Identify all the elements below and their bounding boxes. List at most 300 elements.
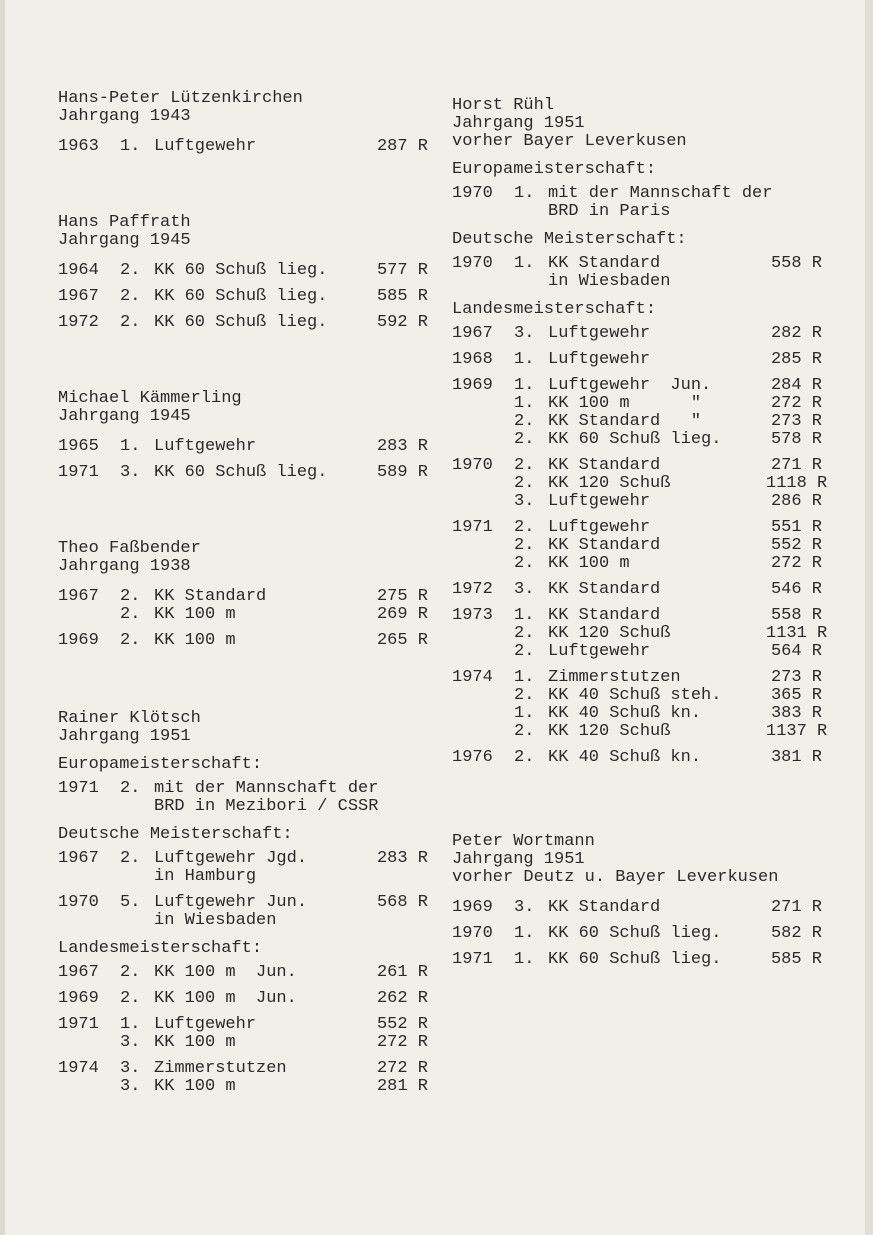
result-place: 2. xyxy=(514,686,535,705)
result-discipline: BRD in Paris xyxy=(548,202,671,221)
result-discipline: KK 60 Schuß lieg. xyxy=(548,950,722,969)
section-title: Deutsche Meisterschaft: xyxy=(452,230,687,249)
result-row xyxy=(514,899,822,917)
result-entry xyxy=(58,588,428,624)
result-discipline: KK 100 m xyxy=(154,631,236,650)
entry-year: 1971 xyxy=(58,779,99,798)
result-place: 2. xyxy=(120,779,141,798)
result-discipline: KK Standard xyxy=(548,254,661,273)
result-place: 1. xyxy=(120,437,141,456)
result-place: 2. xyxy=(514,642,535,661)
result-rings: 546 R xyxy=(770,580,822,599)
result-row xyxy=(514,431,822,449)
result-place: 1. xyxy=(514,376,535,395)
result-row xyxy=(120,632,428,650)
result-place: 1. xyxy=(514,606,535,625)
result-rings: 265 R xyxy=(376,631,428,650)
result-place: 1. xyxy=(514,950,535,969)
person-header xyxy=(58,390,428,426)
entry-year: 1967 xyxy=(452,324,493,343)
result-discipline: Luftgewehr xyxy=(548,350,651,369)
result-place: 2. xyxy=(120,313,141,332)
result-entry xyxy=(58,1016,428,1052)
result-rings: 381 R xyxy=(770,748,822,767)
result-discipline: KK Standard xyxy=(548,456,661,475)
result-discipline: KK 100 m xyxy=(154,1033,236,1052)
left-column xyxy=(58,90,428,1104)
result-rings: 272 R xyxy=(376,1059,428,1078)
result-lines xyxy=(514,606,828,661)
result-discipline: Luftgewehr Jun. xyxy=(154,893,308,912)
results-section xyxy=(452,899,822,969)
result-rings: 552 R xyxy=(770,536,822,555)
result-discipline: KK Standard " xyxy=(548,412,702,431)
result-discipline: in Hamburg xyxy=(154,867,257,886)
result-discipline: Luftgewehr xyxy=(548,518,651,537)
result-rings: 1118 R xyxy=(766,474,828,493)
result-place: 1. xyxy=(514,184,535,203)
result-rings xyxy=(368,868,428,886)
result-row xyxy=(514,669,822,687)
entry-year: 1970 xyxy=(452,254,493,273)
result-row xyxy=(514,925,822,943)
result-lines xyxy=(514,325,822,343)
result-discipline: Luftgewehr xyxy=(548,324,651,343)
result-rings xyxy=(378,780,438,798)
result-lines xyxy=(514,377,822,449)
result-place: 2. xyxy=(514,536,535,555)
result-rings: 585 R xyxy=(770,950,822,969)
result-rings: 568 R xyxy=(376,893,428,912)
result-rings xyxy=(766,273,822,291)
result-place: 1. xyxy=(120,137,141,156)
result-discipline: Luftgewehr xyxy=(154,437,257,456)
result-rings xyxy=(772,203,828,221)
result-row xyxy=(514,555,822,573)
result-place: 5. xyxy=(120,893,141,912)
result-entry xyxy=(452,668,828,741)
result-discipline: KK 60 Schuß lieg. xyxy=(154,313,328,332)
result-place: 2. xyxy=(514,412,535,431)
entry-year: 1972 xyxy=(452,580,493,599)
result-rings: 261 R xyxy=(376,963,428,982)
result-discipline: Zimmerstutzen xyxy=(548,668,681,687)
result-lines xyxy=(514,255,822,291)
result-rings: 284 R xyxy=(770,376,822,395)
entry-year: 1971 xyxy=(452,950,493,969)
result-rings: 558 R xyxy=(770,606,822,625)
result-row xyxy=(514,474,828,493)
result-rings: 582 R xyxy=(770,924,822,943)
result-lines xyxy=(514,925,822,943)
entry-year: 1968 xyxy=(452,350,493,369)
result-lines xyxy=(120,314,428,332)
result-entry xyxy=(452,925,822,943)
result-rings: 287 R xyxy=(376,137,428,156)
result-place: 1. xyxy=(514,254,535,273)
result-rings xyxy=(772,185,828,203)
result-entry xyxy=(452,351,822,369)
result-place: 1. xyxy=(120,1015,141,1034)
section-title: Landesmeisterschaft: xyxy=(58,939,263,958)
result-discipline: KK 100 m xyxy=(548,554,630,573)
result-rings: 272 R xyxy=(770,394,822,413)
result-lines xyxy=(120,1060,428,1096)
result-place xyxy=(514,273,548,291)
results-section xyxy=(452,300,828,767)
result-entry xyxy=(452,325,822,343)
result-lines xyxy=(120,990,428,1008)
result-row xyxy=(514,643,822,661)
result-place: 2. xyxy=(514,474,535,493)
result-discipline: KK 60 Schuß lieg. xyxy=(154,287,328,306)
result-lines xyxy=(514,351,822,369)
result-row xyxy=(514,687,822,705)
person-name: Horst Rühl xyxy=(452,96,555,115)
entry-year: 1965 xyxy=(58,437,99,456)
result-entry xyxy=(452,951,822,969)
entry-year: 1970 xyxy=(58,893,99,912)
person-name: Hans Paffrath xyxy=(58,213,191,232)
result-row xyxy=(120,138,428,156)
result-place: 3. xyxy=(514,324,535,343)
results-section xyxy=(58,262,428,332)
result-discipline: KK 60 Schuß lieg. xyxy=(154,261,328,280)
result-entry xyxy=(58,288,428,306)
result-discipline: KK Standard xyxy=(154,587,267,606)
result-place: 2. xyxy=(120,287,141,306)
result-lines xyxy=(120,894,428,930)
result-entry xyxy=(452,456,828,511)
entry-year: 1973 xyxy=(452,606,493,625)
result-place: 2. xyxy=(120,989,141,1008)
result-rings: 283 R xyxy=(376,849,428,868)
result-lines xyxy=(514,951,822,969)
entry-year: 1969 xyxy=(452,376,493,395)
result-discipline: KK 100 m xyxy=(154,1077,236,1096)
person-block xyxy=(452,96,828,767)
result-row xyxy=(120,894,428,912)
result-entry xyxy=(452,519,822,573)
entry-year: 1967 xyxy=(58,963,99,982)
result-rings: 1131 R xyxy=(766,624,828,643)
result-row xyxy=(120,262,428,280)
person-name: Theo Faßbender xyxy=(58,539,201,558)
result-row xyxy=(514,607,822,625)
result-row xyxy=(120,990,428,1008)
result-entry xyxy=(452,749,822,767)
result-rings: 271 R xyxy=(770,898,822,917)
result-discipline: KK 40 Schuß kn. xyxy=(548,748,702,767)
result-row xyxy=(120,912,428,930)
person-name: Michael Kämmerling xyxy=(58,389,242,408)
person-header xyxy=(58,710,428,746)
result-entry xyxy=(58,990,428,1008)
result-row xyxy=(514,749,822,767)
results-section xyxy=(58,138,428,156)
person-header xyxy=(58,540,428,576)
result-entry xyxy=(58,314,428,332)
result-row xyxy=(120,464,428,482)
result-place xyxy=(120,798,154,816)
result-place: 2. xyxy=(514,456,535,475)
result-place: 3. xyxy=(514,898,535,917)
results-section xyxy=(452,231,822,291)
birth-year: Jahrgang 1938 xyxy=(58,557,191,576)
result-rings: 552 R xyxy=(376,1015,428,1034)
section-title: Deutsche Meisterschaft: xyxy=(58,825,293,844)
result-lines xyxy=(120,850,428,886)
result-entry xyxy=(58,138,428,156)
result-rings: 272 R xyxy=(770,554,822,573)
result-discipline: KK 120 Schuß xyxy=(548,722,671,741)
entry-year: 1967 xyxy=(58,849,99,868)
result-discipline: KK 120 Schuß xyxy=(548,624,671,643)
result-entry xyxy=(452,185,822,221)
result-lines xyxy=(120,138,428,156)
result-lines xyxy=(514,185,828,221)
result-row xyxy=(120,798,438,816)
result-rings xyxy=(368,912,428,930)
result-discipline: Luftgewehr Jgd. xyxy=(154,849,308,868)
result-row xyxy=(514,377,822,395)
result-rings: 589 R xyxy=(376,463,428,482)
result-discipline: BRD in Mezibori / CSSR xyxy=(154,797,379,816)
result-rings: 578 R xyxy=(770,430,822,449)
results-section xyxy=(58,438,428,482)
person-name: Hans-Peter Lützenkirchen xyxy=(58,89,303,108)
result-lines xyxy=(514,456,828,511)
person-block xyxy=(58,390,428,482)
result-row xyxy=(120,1016,428,1034)
results-section xyxy=(58,588,428,650)
result-place: 2. xyxy=(120,605,141,624)
result-row xyxy=(514,457,822,475)
result-lines xyxy=(514,668,828,741)
result-rings: 558 R xyxy=(770,254,822,273)
section-title: Europameisterschaft: xyxy=(58,755,263,774)
result-row xyxy=(120,288,428,306)
result-rings: 564 R xyxy=(770,642,822,661)
entry-year: 1971 xyxy=(452,518,493,537)
results-section xyxy=(58,940,428,1096)
result-discipline: Luftgewehr xyxy=(154,1015,257,1034)
result-discipline: KK 60 Schuß lieg. xyxy=(548,430,722,449)
result-row xyxy=(120,868,428,886)
birth-year: Jahrgang 1943 xyxy=(58,107,191,126)
result-place: 1. xyxy=(514,394,535,413)
person-block xyxy=(58,214,428,332)
result-rings: 592 R xyxy=(376,313,428,332)
result-place: 3. xyxy=(514,492,535,511)
result-entry xyxy=(58,850,428,886)
result-discipline: KK Standard xyxy=(548,606,661,625)
section-title: Landesmeisterschaft: xyxy=(452,300,657,319)
result-lines xyxy=(120,1016,428,1052)
person-block xyxy=(58,90,428,156)
result-place: 2. xyxy=(120,963,141,982)
result-row xyxy=(514,273,822,291)
result-place: 3. xyxy=(120,463,141,482)
result-rings xyxy=(378,798,438,816)
result-entry xyxy=(58,894,428,930)
result-place: 3. xyxy=(514,580,535,599)
person-block xyxy=(58,540,428,650)
result-row xyxy=(120,588,428,606)
result-entry xyxy=(58,780,428,816)
result-rings: 275 R xyxy=(376,587,428,606)
result-lines xyxy=(120,288,428,306)
result-rings: 551 R xyxy=(770,518,822,537)
result-discipline: in Wiesbaden xyxy=(154,911,277,930)
result-entry xyxy=(452,377,822,449)
section-title: Europameisterschaft: xyxy=(452,160,657,179)
result-discipline: Luftgewehr Jun. xyxy=(548,376,712,395)
result-rings: 272 R xyxy=(376,1033,428,1052)
result-rings: 282 R xyxy=(770,324,822,343)
result-entry xyxy=(58,464,428,482)
result-place xyxy=(514,203,548,221)
result-rings: 285 R xyxy=(770,350,822,369)
result-place: 3. xyxy=(120,1059,141,1078)
result-discipline: KK 100 m xyxy=(154,605,236,624)
result-rings: 365 R xyxy=(770,686,822,705)
result-rings: 585 R xyxy=(376,287,428,306)
result-discipline: KK 100 m " xyxy=(548,394,702,413)
result-discipline: Luftgewehr xyxy=(548,642,651,661)
result-discipline: KK 100 m Jun. xyxy=(154,963,297,982)
entry-year: 1967 xyxy=(58,587,99,606)
result-rings: 262 R xyxy=(376,989,428,1008)
result-row xyxy=(120,1078,428,1096)
entry-year: 1969 xyxy=(452,898,493,917)
person-header xyxy=(58,214,428,250)
result-entry xyxy=(58,632,428,650)
result-row xyxy=(120,1034,428,1052)
result-row xyxy=(120,606,428,624)
person-header xyxy=(58,90,428,126)
result-row xyxy=(120,850,428,868)
result-discipline: KK 40 Schuß kn. xyxy=(548,704,702,723)
club-note: vorher Bayer Leverkusen xyxy=(452,132,687,151)
person-block xyxy=(58,710,428,1096)
result-lines xyxy=(514,899,822,917)
result-rings: 283 R xyxy=(376,437,428,456)
result-discipline: Luftgewehr xyxy=(154,137,257,156)
result-lines xyxy=(120,588,428,624)
entry-year: 1976 xyxy=(452,748,493,767)
result-row xyxy=(120,438,428,456)
result-discipline: in Wiesbaden xyxy=(548,272,671,291)
result-row xyxy=(514,705,822,723)
right-column xyxy=(452,96,828,977)
result-place: 1. xyxy=(514,704,535,723)
result-entry xyxy=(452,255,822,291)
entry-year: 1970 xyxy=(452,924,493,943)
birth-year: Jahrgang 1945 xyxy=(58,407,191,426)
results-section xyxy=(58,826,428,930)
results-section xyxy=(452,161,822,221)
result-place: 2. xyxy=(120,587,141,606)
entry-year: 1963 xyxy=(58,137,99,156)
result-place: 1. xyxy=(514,924,535,943)
result-place: 2. xyxy=(514,624,535,643)
result-entry xyxy=(452,899,822,917)
birth-year: Jahrgang 1951 xyxy=(452,114,585,133)
result-place: 2. xyxy=(514,430,535,449)
entry-year: 1974 xyxy=(58,1059,99,1078)
page-edge-left xyxy=(0,0,5,1235)
result-row xyxy=(514,413,822,431)
result-entry xyxy=(452,606,828,661)
result-row xyxy=(120,964,428,982)
result-rings: 281 R xyxy=(376,1077,428,1096)
birth-year: Jahrgang 1951 xyxy=(58,727,191,746)
entry-year: 1964 xyxy=(58,261,99,280)
result-lines xyxy=(120,262,428,280)
result-row xyxy=(120,780,438,798)
result-discipline: KK 60 Schuß lieg. xyxy=(548,924,722,943)
result-place: 2. xyxy=(514,554,535,573)
entry-year: 1970 xyxy=(452,184,493,203)
result-lines xyxy=(120,780,438,816)
result-rings: 269 R xyxy=(376,605,428,624)
entry-year: 1971 xyxy=(58,463,99,482)
result-row xyxy=(514,255,822,273)
result-row xyxy=(514,325,822,343)
result-rings: 577 R xyxy=(376,261,428,280)
result-discipline: KK 100 m Jun. xyxy=(154,989,297,1008)
club-note: vorher Deutz u. Bayer Leverkusen xyxy=(452,868,779,887)
result-place: 2. xyxy=(514,518,535,537)
result-row xyxy=(514,537,822,555)
result-row xyxy=(514,185,828,203)
result-row xyxy=(514,951,822,969)
result-discipline: KK Standard xyxy=(548,580,661,599)
result-lines xyxy=(514,519,822,573)
result-place: 2. xyxy=(120,261,141,280)
result-discipline: KK 120 Schuß xyxy=(548,474,671,493)
result-place: 2. xyxy=(514,722,535,741)
result-place xyxy=(120,868,154,886)
birth-year: Jahrgang 1945 xyxy=(58,231,191,250)
person-name: Rainer Klötsch xyxy=(58,709,201,728)
result-row xyxy=(514,351,822,369)
person-block xyxy=(452,833,822,969)
result-row xyxy=(514,519,822,537)
result-row xyxy=(120,1060,428,1078)
result-entry xyxy=(58,438,428,456)
entry-year: 1971 xyxy=(58,1015,99,1034)
result-lines xyxy=(514,581,822,599)
entry-year: 1970 xyxy=(452,456,493,475)
result-discipline: mit der Mannschaft der xyxy=(548,184,773,203)
result-place: 3. xyxy=(120,1033,141,1052)
result-place: 1. xyxy=(514,350,535,369)
result-rings: 273 R xyxy=(770,412,822,431)
result-lines xyxy=(120,964,428,982)
result-entry xyxy=(58,262,428,280)
result-row xyxy=(514,493,822,511)
person-header xyxy=(452,833,822,887)
result-rings: 1137 R xyxy=(766,722,828,741)
person-header xyxy=(452,97,822,151)
result-place: 3. xyxy=(120,1077,141,1096)
result-row xyxy=(514,395,822,413)
result-lines xyxy=(120,438,428,456)
person-name: Peter Wortmann xyxy=(452,832,595,851)
result-discipline: KK 60 Schuß lieg. xyxy=(154,463,328,482)
